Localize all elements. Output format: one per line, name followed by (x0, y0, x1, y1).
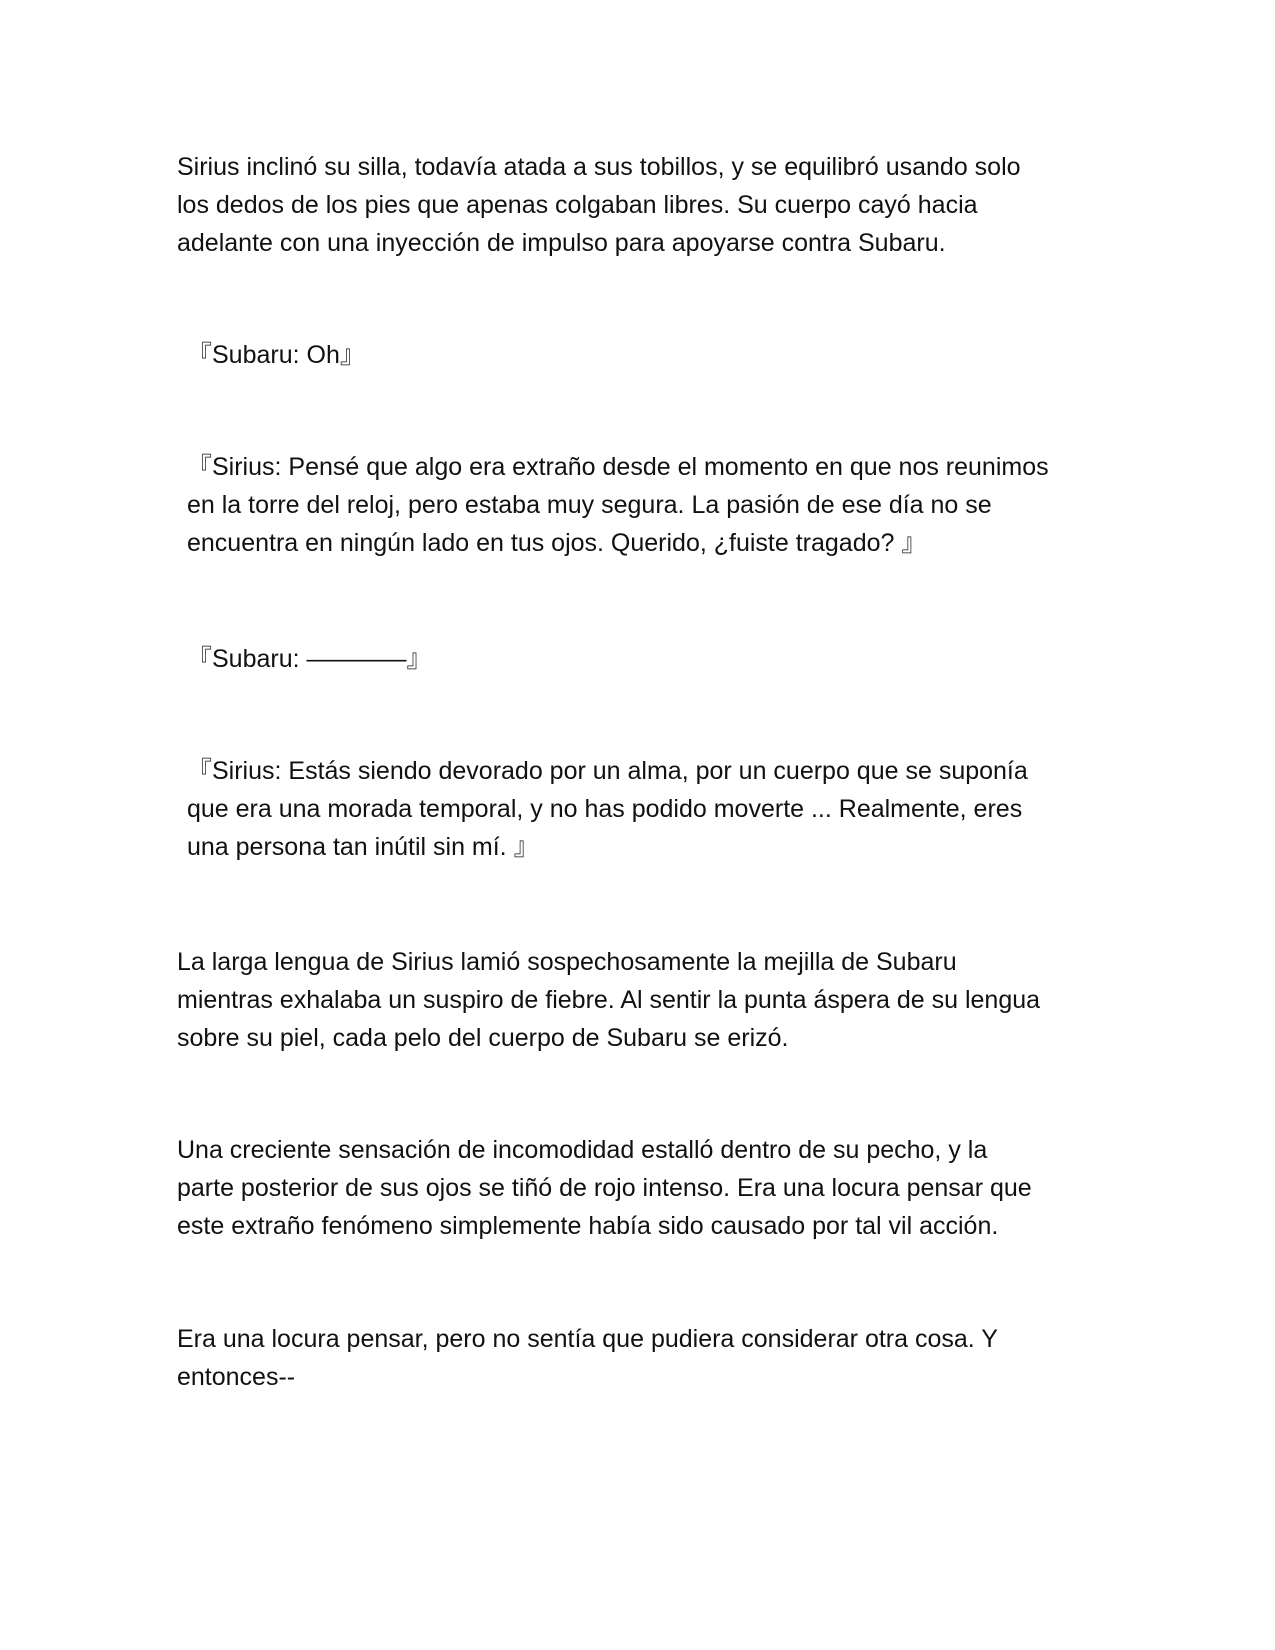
narration-paragraph: Una creciente sensación de incomodidad estalló dentro de su pecho, y la parte posterior de sus ojos se tiñó de rojo intenso. Era una locura pensar que este extraño fenómeno simplemente había sido causado por tal vil acción. (177, 1136, 1032, 1240)
narration-paragraph: Era una locura pensar, pero no sentía que pudiera considerar otra cosa. Y entonces-- (177, 1325, 998, 1391)
dialogue-line: 『Subaru: ————』 (187, 645, 432, 673)
narration-paragraph: Sirius inclinó su silla, todavía atada a sus tobillos, y se equilibró usando solo los dedos de los pies que apenas colgaban libres. Su cuerpo cayó hacia adelante con una inyección de impulso para apoyarse contra Subaru. (177, 153, 1021, 257)
dialogue-line: 『Sirius: Pensé que algo era extraño desde el momento en que nos reunimos en la torre del reloj, pero estaba muy segura. La pasión de ese día no se encuentra en ningún lado en tus ojos. Querido, ¿fuiste tragado? 』 (187, 453, 1049, 557)
dialogue-line: 『Subaru: Oh』 (187, 341, 365, 369)
dialogue-line: 『Sirius: Estás siendo devorado por un alma, por un cuerpo que se suponía que era una morada temporal, y no has podido moverte ... Realmente, eres una persona tan inútil sin mí. 』 (187, 757, 1028, 861)
narration-paragraph: La larga lengua de Sirius lamió sospechosamente la mejilla de Subaru mientras exhalaba un suspiro de fiebre. Al sentir la punta áspera de su lengua sobre su piel, cada pelo del cuerpo de Subaru se erizó. (177, 948, 1041, 1052)
